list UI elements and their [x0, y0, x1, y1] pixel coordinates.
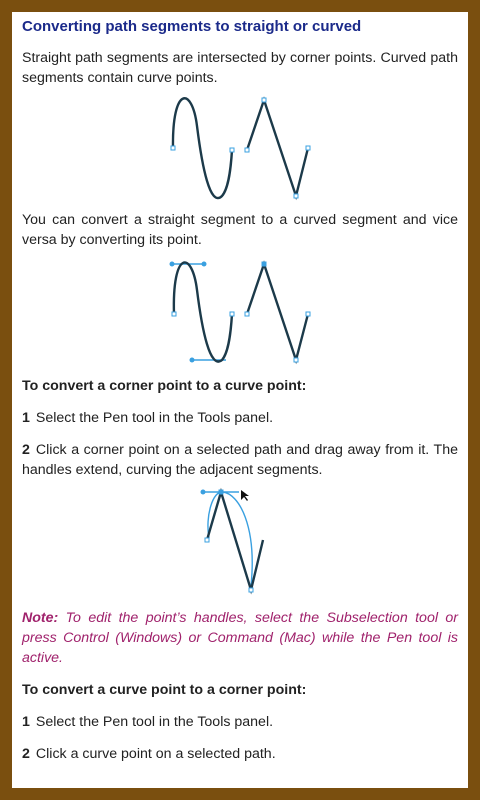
curved-path: [174, 262, 232, 361]
step-text: Click a corner point on a selected path and drag away from it. The handles extend, curving the adjacent segments.: [22, 442, 458, 478]
note-text: To edit the point’s handles, select the Subselection tool or press Control (Windows) or Command (Mac) while the Pen tool is active.: [22, 610, 458, 666]
step-text: Click a curve point on a selected path.: [35, 746, 276, 762]
anchor-point: [294, 194, 298, 198]
anchor-point: [205, 538, 209, 542]
pen-cursor-icon: [241, 490, 249, 501]
handle-knob: [190, 358, 195, 363]
straight-path: [207, 492, 263, 590]
anchor-point: [230, 148, 234, 152]
step-number: 1: [22, 410, 30, 426]
path-figure-3: [195, 486, 285, 598]
step-number: 2: [22, 442, 30, 458]
content: [12, 12, 468, 764]
section1-step-2: [22, 440, 458, 480]
anchor-point: [306, 312, 310, 316]
anchor-point: [245, 312, 249, 316]
section2-step-1: [22, 712, 458, 732]
page: [12, 12, 468, 788]
intro-paragraph: Straight path segments are intersected by corner points. Curved path segments contain curve points.: [22, 50, 458, 86]
handle-knob: [170, 262, 175, 267]
anchor-point: [262, 98, 266, 102]
anchor-point: [171, 146, 175, 150]
anchor-point: [230, 312, 234, 316]
step-text: Select the Pen tool in the Tools panel.: [35, 410, 274, 426]
anchor-point: [245, 148, 249, 152]
section1-heading: To convert a corner point to a curve point:: [22, 378, 307, 394]
anchor-point: [262, 262, 266, 266]
anchor-point: [306, 146, 310, 150]
straight-path: [247, 100, 308, 196]
path-figure-2: [160, 256, 320, 366]
section1-step-1: [22, 408, 458, 428]
convert-paragraph: You can convert a straight segment to a curved segment and vice versa by converting its point.: [22, 212, 458, 248]
anchor-point: [294, 358, 298, 362]
section2-heading: To convert a curve point to a corner point:: [22, 682, 307, 698]
step-number: 2: [22, 746, 30, 762]
anchor-point: [172, 312, 176, 316]
curved-path: [173, 98, 232, 198]
path-figure-1: [160, 96, 320, 204]
handle-knob: [202, 262, 207, 267]
anchor-point: [249, 588, 253, 592]
note-label: Note:: [22, 610, 59, 626]
step-number: 1: [22, 714, 30, 730]
note-paragraph: [22, 608, 458, 668]
handle-knob: [201, 490, 206, 495]
page-title: Converting path segments to straight or curved: [22, 18, 362, 35]
section2-step-2: [22, 744, 458, 764]
straight-path: [247, 264, 308, 360]
anchor-point: [219, 490, 223, 494]
step-text: Select the Pen tool in the Tools panel.: [35, 714, 274, 730]
